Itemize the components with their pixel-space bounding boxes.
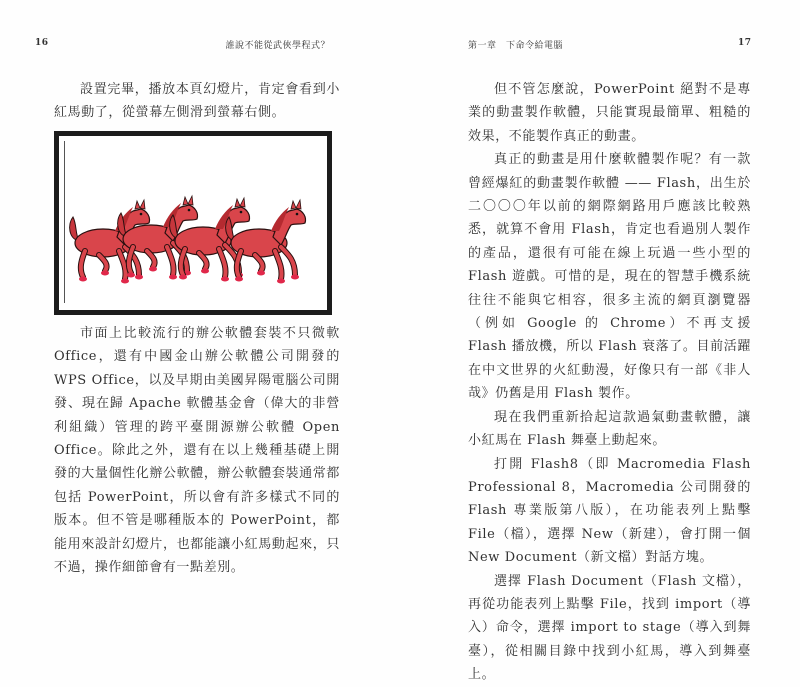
running-head-left: 誰說不能從武俠學程式？ bbox=[225, 41, 330, 51]
right-paragraph-2: 真正的動畫是用什麼軟體製作呢？有一款曾經爆紅的動畫製作軟體 —— Flash，出生於二〇〇〇年以前的網際網路用戶應該比較熟悉，就算不會用 Flash，肯定也看過別人製作的產品，還很有可能在線上玩過一些小型的 Flash 遊戲。可惜的是，現在的智慧手機系統往往不能與它相容，很多主流的網頁瀏覽器（例如 Google 的 Chrome）不再支援 Flash 播放機，所以 Flash 衰落了。目前活躍在中文世界的火紅動漫，好像只有一部《非人哉》仍舊是用 Flash 製作。 bbox=[468, 152, 751, 402]
right-body-text bbox=[468, 78, 751, 687]
left-paragraph-2-block bbox=[54, 322, 340, 579]
running-head-right: 第一章 下命令給電腦 bbox=[468, 41, 564, 51]
right-paragraph-1: 但不管怎麼說，PowerPoint 絕對不是專業的動畫製作軟體，只能實現最簡單、粗糙的效果，不能製作真正的動畫。 bbox=[468, 82, 751, 144]
page-number-left: 16 bbox=[35, 38, 49, 48]
page-number-right: 17 bbox=[738, 38, 752, 48]
left-paragraph-1-block bbox=[54, 78, 340, 125]
right-paragraph-4: 打開 Flash8（即 Macromedia Flash Professional 8，Macromedia 公司開發的 Flash 專業版第八版），在功能表列上點擊 File（檔），選擇 New（新建），會打開一個 New Document（新文檔）對話方塊。 bbox=[468, 456, 751, 566]
left-paragraph-2: 市面上比較流行的辦公軟體套裝不只微軟 Office，還有中國金山辦公軟體公司開發的 WPS Office，以及早期由美國昇陽電腦公司開發、現在歸 Apache 軟體基金會（偉大的非營利組織）管理的跨平臺開源辦公軟體 Open Office。除此之外，還有在以上幾種基礎上開發的大量個性化辦公軟體，辦公軟體套裝通常都包括 PowerPoint，所以會有許多樣式不同的版本。但不管是哪種版本的 PowerPoint，都能用來設計幻燈片，也都能讓小紅馬動起來，只不過，操作細節會有一點差別。 bbox=[54, 326, 340, 576]
right-page bbox=[400, 0, 800, 683]
right-paragraph-3: 現在我們重新拾起這款過氣動畫軟體，讓小紅馬在 Flash 舞臺上動起來。 bbox=[468, 409, 751, 449]
left-paragraph-1: 設置完畢，播放本頁幻燈片，肯定會看到小紅馬動了，從螢幕左側滑到螢幕右側。 bbox=[54, 82, 340, 121]
horse-animation-figure bbox=[54, 131, 332, 315]
red-horses-illustration bbox=[65, 191, 325, 291]
left-page bbox=[0, 0, 400, 576]
right-paragraph-5: 選擇 Flash Document（Flash 文檔），再從功能表列上點擊 File，找到 import（導入）命令，選擇 import to stage（導入到舞臺），從相關目錄中找到小紅馬，導入到舞臺上。 bbox=[468, 573, 751, 683]
